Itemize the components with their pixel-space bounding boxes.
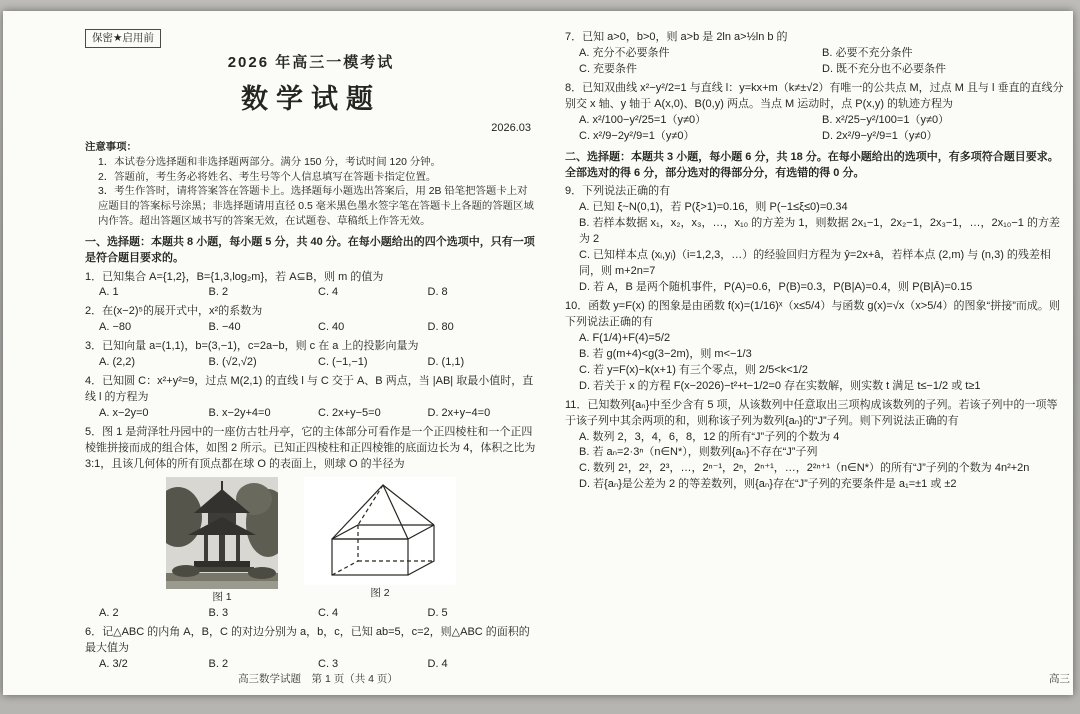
exam-session-title: 2026 年高三一模考试: [227, 54, 395, 72]
question-9-stem: 9．下列说法正确的有: [565, 185, 671, 198]
question-11-option-d: D. 若{aₙ}是公差为 2 的等差数列，则{aₙ}存在“J”子列的充要条件是 a₁=±1 或 ±2: [579, 478, 957, 491]
figure-2-label: 图 2: [370, 586, 390, 599]
question-7-options-row-2: [579, 62, 1065, 78]
question-11-options: [579, 430, 1065, 494]
question-11-option-b: B. 若 aₙ=2·3ⁿ（n∈N*），则数列{aₙ}不存在“J”子列: [579, 446, 818, 459]
question-2-options: [99, 320, 537, 336]
notice-item-1: 1．本试卷分选择题和非选择题两部分。满分 150 分，考试时间 120 分钟。: [98, 156, 441, 168]
question-6-option-d: D. 4: [427, 657, 448, 670]
question-1: [85, 270, 537, 302]
question-8: [565, 81, 1065, 145]
notice-heading: 注意事项：: [85, 142, 137, 154]
question-6-option-b: B. 2: [208, 657, 229, 670]
question-4-option-d: D. 2x+y−4=0: [427, 407, 491, 420]
question-6-stem: 6．记△ABC 的内角 A，B，C 的对边分别为 a，b，c，已知 ab=5，c=2，则△ABC 的面积的最大值为: [85, 625, 530, 654]
question-7-option-d: D. 既不充分也不必要条件: [822, 62, 947, 75]
question-4-option-a: A. x−2y=0: [99, 407, 149, 420]
pavilion-photo-image: [166, 477, 278, 589]
question-8-stem: 8．已知双曲线 x²−y²/2=1 与直线 l：y=kx+m（k≠±√2）有唯一的公共点 M，过点 M 且与 l 垂直的直线分别交 x 轴、y 轴于 A(x,0)、B(0,y) 两点。当点 M 运动时，点 P(x,y) 的轨迹方程为: [565, 81, 1064, 110]
question-9-option-b: B. 若样本数据 x₁，x₂，x₃，…，x₁₀ 的方差为 1，则数据 2x₁−1，2x₂−1，2x₃−1，…，2x₁₀−1 的方差为 2: [579, 217, 1060, 246]
notice-item-2: 2．答题前，考生务必将姓名、考生号等个人信息填写在答题卡指定位置。: [98, 171, 437, 183]
question-2-stem: 2．在(x−2)⁵的展开式中，x²的系数为: [85, 305, 263, 318]
figure-1-pavilion-photo: [166, 477, 278, 605]
question-6: [85, 625, 537, 673]
question-11-stem: 11．已知数列{aₙ}中至少含有 5 项，从该数列中任意取出三项构成该数列的子列。若该子列中的一项等于该子列中其余两项的和，则称该子列为数列{aₙ}的“J”子列。则下列说法正确的有: [565, 398, 1058, 427]
page-title: 数学试题: [241, 83, 381, 114]
question-5-option-b: B. 3: [208, 606, 229, 619]
question-9-option-a: A. 已知 ξ~N(0,1)，若 P(ξ>1)=0.16，则 P(−1≤ξ≤0)=0.34: [579, 201, 848, 214]
question-10: [565, 299, 1065, 395]
question-10-option-b: B. 若 g(m+4)<g(3−2m)，则 m<−1/3: [579, 347, 752, 360]
question-7-option-a: A. 充分不必要条件: [579, 46, 670, 59]
question-7: [565, 30, 1065, 78]
question-3-option-c: C. (−1,−1): [318, 356, 368, 369]
question-7-option-b: B. 必要不充分条件: [822, 46, 913, 59]
question-10-option-a: A. F(1/4)+F(4)=5/2: [579, 331, 671, 344]
question-1-option-c: C. 4: [318, 286, 339, 299]
question-3-stem: 3．已知向量 a=(1,1)，b=(3,−1)，c=2a−b，则 c 在 a 上的投影向量为: [85, 340, 419, 353]
question-5-option-a: A. 2: [99, 606, 119, 619]
figure-1-label: 图 1: [212, 590, 232, 603]
question-9-option-c: C. 已知样本点 (xᵢ,yᵢ)（i=1,2,3，…）的经验回归方程为 ŷ=2x+â，若样本点 (2,m) 与 (n,3) 的残差相同，则 m+2n=7: [579, 249, 1051, 278]
question-3-option-a: A. (2,2): [99, 356, 136, 369]
notice-item-3: 3．考生作答时，请将答案答在答题卡上。选择题每小题选出答案后，用 2B 铅笔把答题卡上对应题目的答案标号涂黑；非选择题请用直径 0.5 毫米黑色墨水签字笔在答题卡上各题的答题区域内作答。超出答题区域书写的答案无效，在试题卷、草稿纸上作答无效。: [98, 186, 534, 227]
question-10-option-c: C. 若 y=F(x)−k(x+1) 有三个零点，则 2/5<k<1/2: [579, 363, 808, 376]
question-9: [565, 184, 1065, 296]
prism-pyramid-diagram: [304, 477, 456, 585]
question-8-option-c: C. x²/9−2y²/9=1（y≠0）: [579, 129, 695, 142]
exam-paper: [3, 11, 1073, 695]
section-two-heading: 二、选择题：本题共 3 小题，每小题 6 分，共 18 分。在每小题给出的选项中，有多项符合题目要求。全部选对的得 6 分，部分选对的得部分分，有选错的得 0 分。: [565, 150, 1059, 179]
question-5-option-c: C. 4: [318, 606, 339, 619]
question-8-option-b: B. x²/25−y²/100=1（y≠0）: [822, 113, 950, 126]
page-footer-right-truncated: 高三: [1049, 673, 1070, 685]
question-10-option-d: D. 若关于 x 的方程 F(x−2026)−t²+t−1/2=0 存在实数解，则实数 t 满足 t≤−1/2 或 t≥1: [579, 379, 981, 392]
question-2-option-b: B. −40: [208, 321, 241, 334]
question-11-option-a: A. 数列 2，3，4，6，8，12 的所有“J”子列的个数为 4: [579, 430, 840, 443]
question-3-options: [99, 355, 537, 371]
question-6-option-c: C. 3: [318, 657, 339, 670]
question-4-option-b: B. x−2y+4=0: [208, 407, 271, 420]
question-5-option-d: D. 5: [427, 606, 448, 619]
right-column: [565, 27, 1065, 493]
question-2-option-c: C. 40: [318, 321, 345, 334]
question-1-option-d: D. 8: [427, 286, 448, 299]
question-4-stem: 4．已知圆 C：x²+y²=9，过点 M(2,1) 的直线 l 与 C 交于 A、B 两点，当 |AB| 取最小值时，直线 l 的方程为: [85, 375, 534, 404]
question-2-option-a: A. −80: [99, 321, 132, 334]
question-11: [565, 398, 1065, 494]
security-label: 保密★启用前: [92, 32, 154, 44]
question-4-options: [99, 406, 537, 422]
question-2-option-d: D. 80: [427, 321, 454, 334]
question-11-option-c: C. 数列 2¹，2²，2³，…，2ⁿ⁻¹，2ⁿ，2ⁿ⁺¹，…，2²ⁿ⁺¹（n∈N*）的所有“J”子列的个数为 4n²+2n: [579, 462, 1030, 475]
question-7-option-c: C. 充要条件: [579, 62, 638, 75]
question-4: [85, 374, 537, 422]
question-3-option-d: D. (1,1): [427, 356, 465, 369]
question-3: [85, 339, 537, 371]
question-10-stem: 10．函数 y=F(x) 的图象是由函数 f(x)=(1/16)ˣ（x≤5/4）与函数 g(x)=√x（x>5/4）的图象“拼接”而成。则下列说法正确的有: [565, 300, 1060, 328]
question-2: [85, 304, 537, 336]
question-8-option-d: D. 2x²/9−y²/9=1（y≠0）: [822, 129, 938, 142]
question-7-stem: 7．已知 a>0，b>0，则 a>b 是 2ln a>½ln b 的: [565, 31, 788, 43]
question-5-figures: [85, 477, 537, 605]
question-1-stem: 1．已知集合 A={1,2}，B={1,3,log₂m}，若 A⊆B，则 m 的值为: [85, 270, 384, 283]
figure-2-solid-diagram: [304, 477, 456, 605]
section-one-heading: 一、选择题：本题共 8 小题，每小题 5 分，共 40 分。在每小题给出的四个选项中，只有一项是符合题目要求的。: [85, 235, 535, 264]
question-1-option-b: B. 2: [208, 286, 229, 299]
left-column: [85, 29, 537, 673]
question-10-options: [579, 331, 1065, 395]
question-8-options-row-1: [579, 113, 1065, 129]
question-1-option-a: A. 1: [99, 286, 119, 299]
question-3-option-b: B. (√2,√2): [208, 356, 257, 369]
question-6-option-a: A. 3/2: [99, 657, 128, 670]
security-classification-box: [85, 29, 161, 48]
question-5-stem: 5．图 1 是菏泽牡丹园中的一座仿古牡丹亭，它的主体部分可看作是一个正四棱柱和一个正四棱锥拼接而成的组合体，如图 2 所示。已知正四棱柱和正四棱锥的底面边长为 4，体积之比为 3:1，且该几何体的所有顶点都在球 O 的表面上，则球 O 的半径为: [85, 425, 536, 470]
question-4-option-c: C. 2x+y−5=0: [318, 407, 381, 420]
question-5-options: [99, 606, 537, 622]
question-5: [85, 425, 537, 622]
question-9-option-d: D. 若 A，B 是两个随机事件，P(A)=0.6，P(B)=0.3，P(B|A)=0.4，则 P(B|Ā)=0.15: [579, 281, 973, 294]
question-8-options-row-2: [579, 129, 1065, 145]
question-7-options-row-1: [579, 46, 1065, 62]
notice-section: [85, 141, 537, 230]
question-9-options: [579, 200, 1065, 296]
page-footer: 高三数学试题 第 1 页（共 4 页）: [238, 673, 398, 685]
exam-date: 2026.03: [491, 122, 531, 135]
question-8-option-a: A. x²/100−y²/25=1（y≠0）: [579, 113, 707, 126]
question-1-options: [99, 285, 537, 301]
